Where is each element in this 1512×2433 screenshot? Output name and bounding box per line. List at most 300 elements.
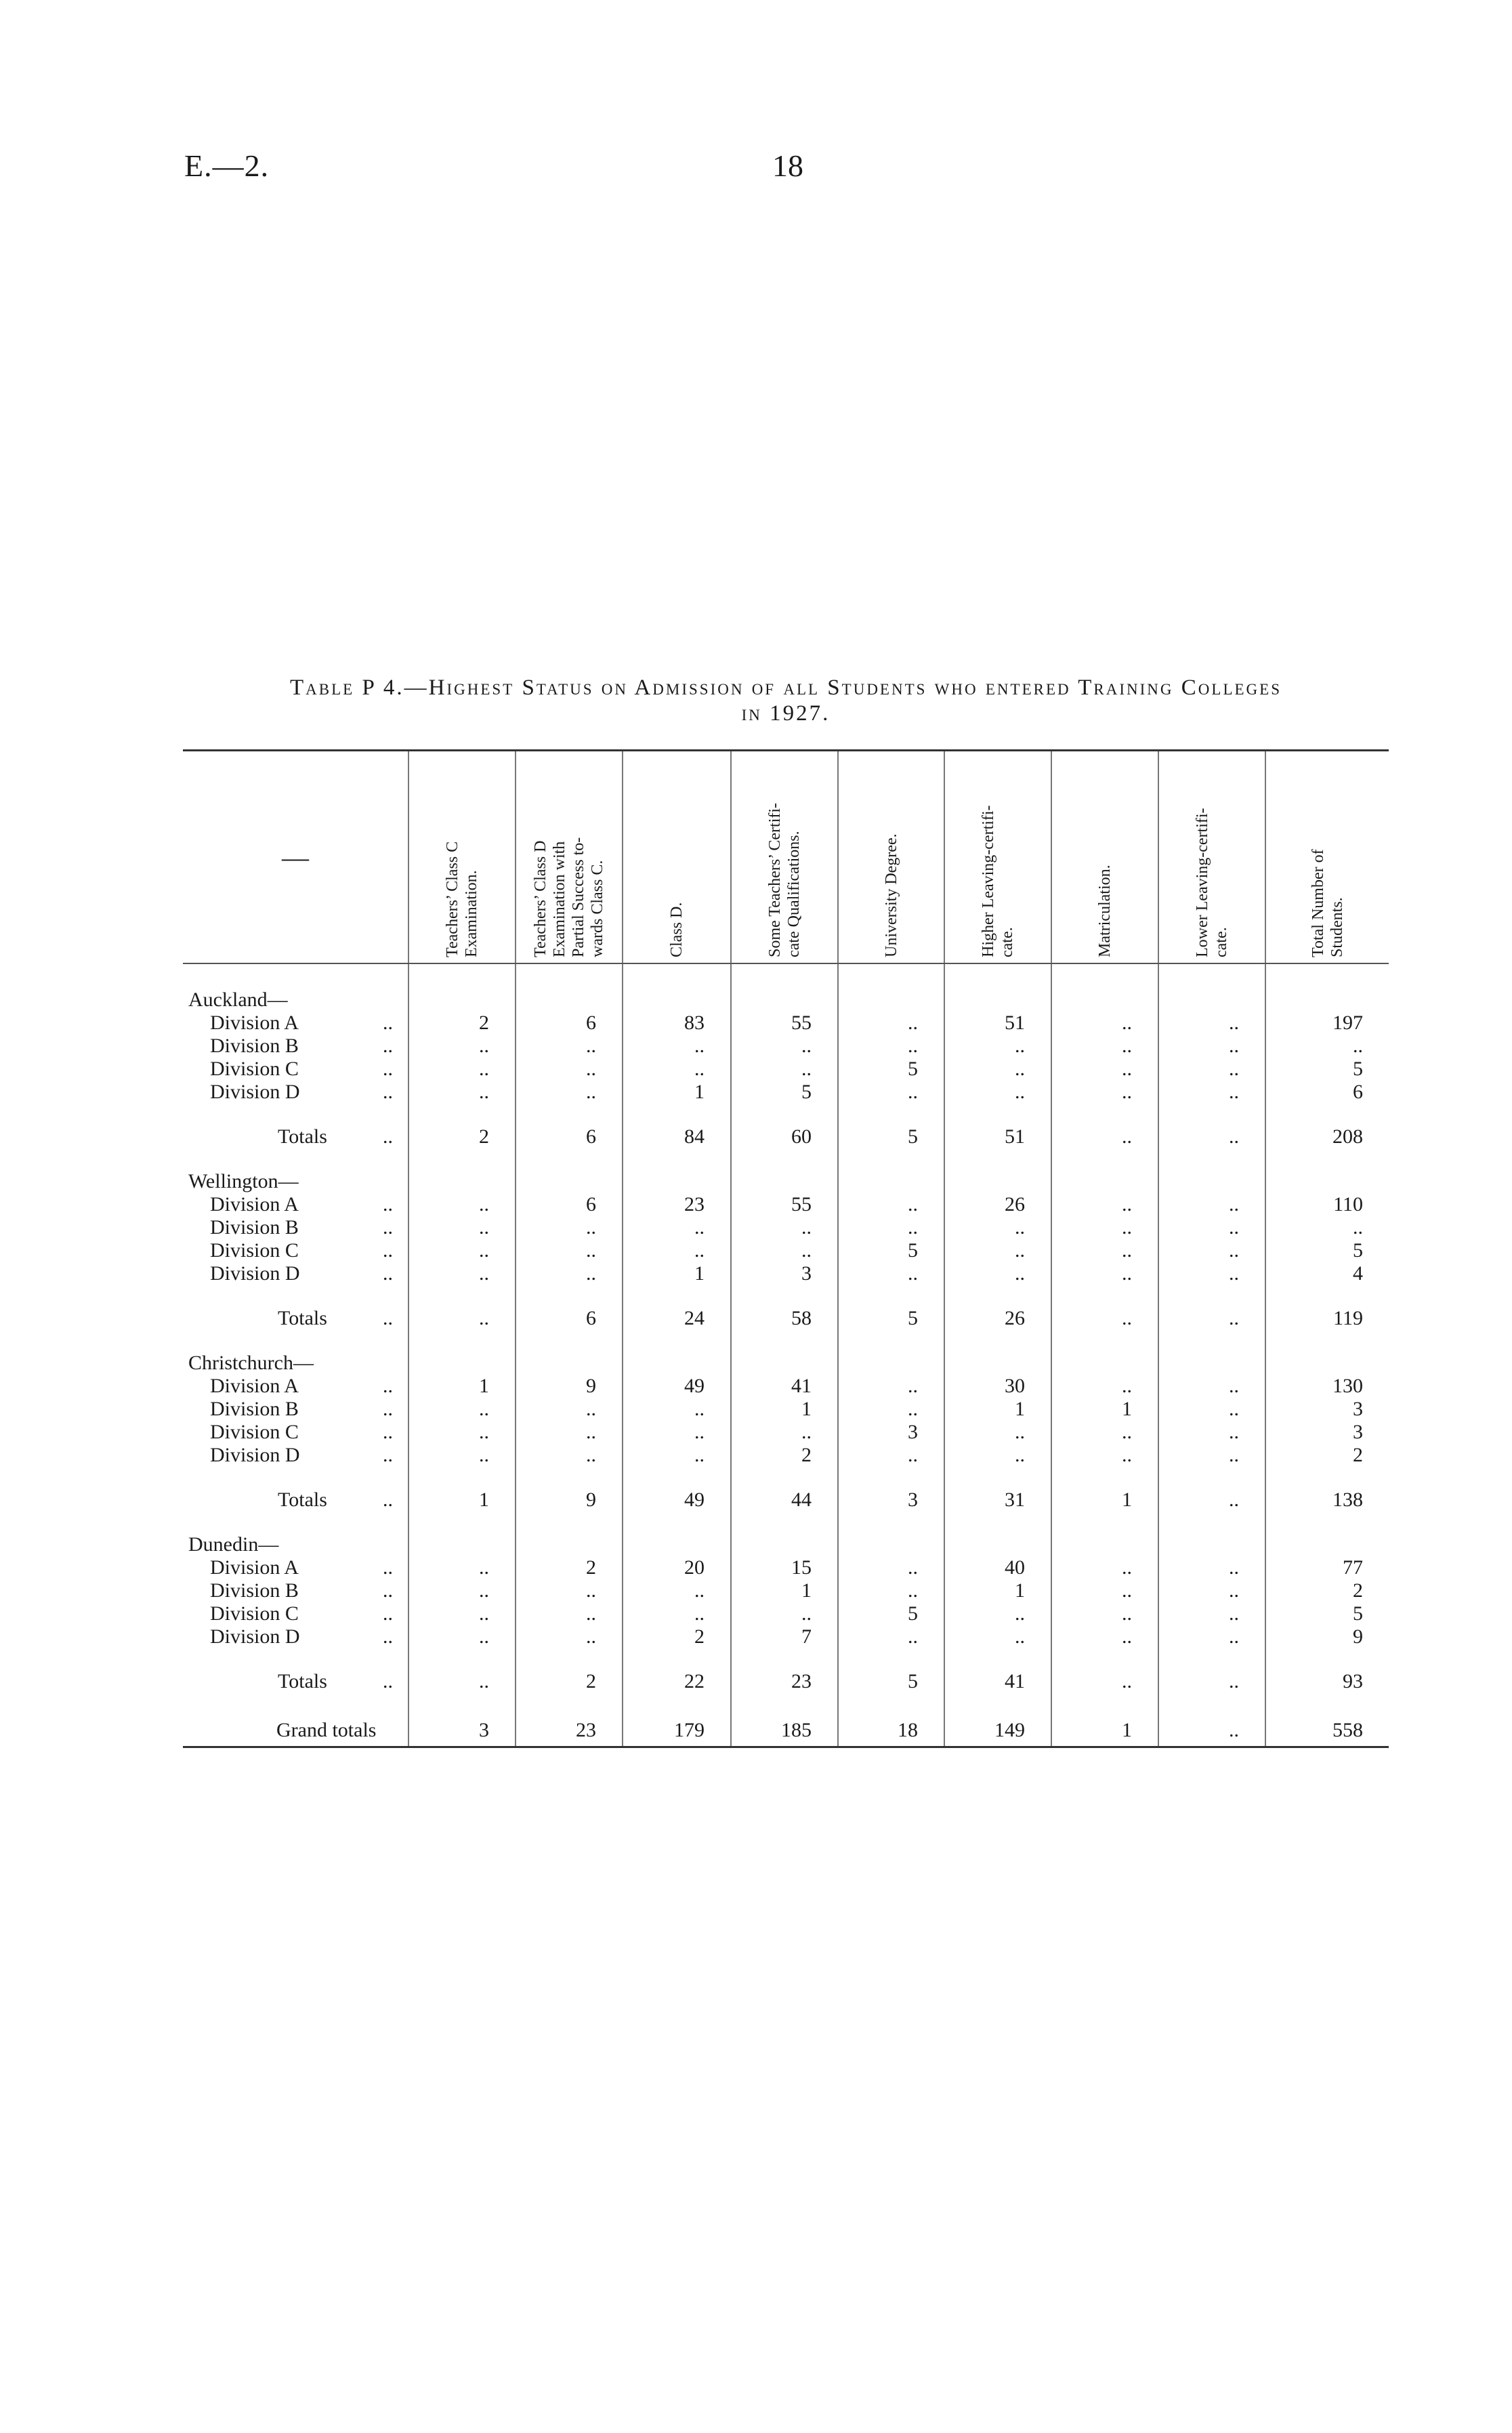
table-cell-empty <box>1051 1512 1158 1533</box>
table-cell: .. <box>1051 1262 1158 1285</box>
leader-dots: .. <box>383 1670 393 1692</box>
column-header: Some Teachers’ Certifi- cate Qualifications. <box>731 751 838 964</box>
table-cell: .. <box>516 1579 623 1602</box>
table-cell: 558 <box>1265 1715 1389 1747</box>
table-cell: 3 <box>731 1262 838 1285</box>
table-cell: 3 <box>408 1715 516 1747</box>
leader-dots: .. <box>383 1421 393 1443</box>
table-cell-empty <box>516 1533 623 1556</box>
table-cell: 58 <box>731 1307 838 1330</box>
row-label-cell <box>183 1421 408 1444</box>
group-header-row <box>183 1533 1389 1556</box>
table-cell: .. <box>1051 1058 1158 1081</box>
table-cell: .. <box>731 1421 838 1444</box>
table-cell-empty <box>1265 1330 1389 1352</box>
table-row <box>183 1625 1389 1648</box>
table-cell: .. <box>838 1625 944 1648</box>
table-cell-empty <box>623 1467 731 1489</box>
leader-dots: .. <box>383 1556 393 1579</box>
table-cell: 9 <box>1265 1625 1389 1648</box>
table-cell-empty <box>1051 1104 1158 1125</box>
table-cell: .. <box>944 1625 1051 1648</box>
leader-dots: .. <box>383 1035 393 1057</box>
spacer-row <box>183 1104 1389 1125</box>
table-row <box>183 1375 1389 1398</box>
table-cell-empty <box>944 1352 1051 1375</box>
table-cell: .. <box>838 1216 944 1239</box>
table-cell: .. <box>838 1398 944 1421</box>
table-cell-empty <box>1051 1148 1158 1170</box>
table-cell-empty <box>1265 1467 1389 1489</box>
table-cell: .. <box>516 1058 623 1081</box>
table-cell-empty <box>731 1104 838 1125</box>
leader-dots: .. <box>383 1307 393 1329</box>
table-cell-empty <box>731 1533 838 1556</box>
table-cell: 179 <box>623 1715 731 1747</box>
table-cell: .. <box>1158 1307 1265 1330</box>
title-line2-word: in <box>741 701 762 726</box>
table-cell-empty <box>1051 1170 1158 1193</box>
table-cell: .. <box>1051 1307 1158 1330</box>
table-row <box>183 1239 1389 1262</box>
column-header: Teachers’ Class C Examination. <box>408 751 516 964</box>
table-cell: 3 <box>838 1489 944 1512</box>
spacer-row <box>183 1467 1389 1489</box>
label-cell-empty <box>183 1330 408 1352</box>
table-cell: .. <box>1265 1035 1389 1058</box>
table-cell: .. <box>623 1216 731 1239</box>
table-cell-empty <box>838 1467 944 1489</box>
table-cell-empty <box>1265 1148 1389 1170</box>
table-row <box>183 1216 1389 1239</box>
table-cell: 119 <box>1265 1307 1389 1330</box>
table-cell: 24 <box>623 1307 731 1330</box>
table-cell: .. <box>1158 1035 1265 1058</box>
table-cell: .. <box>1051 1125 1158 1148</box>
row-label: Division A <box>210 1193 299 1215</box>
table-cell-empty <box>623 1512 731 1533</box>
table-cell-empty <box>1158 1285 1265 1307</box>
row-label-cell <box>183 1625 408 1648</box>
table-cell-empty <box>1265 1693 1389 1715</box>
table-cell: 1 <box>1051 1715 1158 1747</box>
table-cell-empty <box>838 989 944 1012</box>
group-header-row <box>183 1352 1389 1375</box>
table-cell: .. <box>944 1444 1051 1467</box>
table-cell-empty <box>731 1467 838 1489</box>
table-cell: 84 <box>623 1125 731 1148</box>
table-cell: .. <box>1158 1625 1265 1648</box>
table-cell: .. <box>838 1081 944 1104</box>
column-header: Lower Leaving-certifi- cate. <box>1158 751 1265 964</box>
table-cell: 31 <box>944 1489 1051 1512</box>
table-cell-empty <box>623 1285 731 1307</box>
table-cell: .. <box>408 1398 516 1421</box>
row-label-cell <box>183 1081 408 1104</box>
row-label: Division C <box>210 1602 299 1625</box>
table-cell-empty <box>1265 1512 1389 1533</box>
table-cell: .. <box>1158 1715 1265 1747</box>
table-cell: 5 <box>838 1602 944 1625</box>
table-cell-empty <box>731 1648 838 1670</box>
table-cell: 23 <box>623 1193 731 1216</box>
group-header-row <box>183 989 1389 1012</box>
table-row <box>183 1556 1389 1579</box>
table-cell-empty <box>516 1104 623 1125</box>
leader-dots: .. <box>383 1216 393 1239</box>
table-cell-empty <box>408 1285 516 1307</box>
leader-dots: .. <box>383 1125 393 1148</box>
table-cell-empty <box>1158 1512 1265 1533</box>
table-cell: 5 <box>1265 1239 1389 1262</box>
table-cell-empty <box>838 1512 944 1533</box>
table-cell: 5 <box>731 1081 838 1104</box>
title-table-word: Table <box>290 675 355 700</box>
column-header: Total Number of Students. <box>1265 751 1389 964</box>
row-label: Division C <box>210 1058 299 1080</box>
table-cell-empty <box>1051 1693 1158 1715</box>
table-cell: .. <box>1158 1556 1265 1579</box>
table-cell: .. <box>944 1239 1051 1262</box>
table-cell-empty <box>1158 1330 1265 1352</box>
table-cell: 51 <box>944 1012 1051 1035</box>
table-cell: .. <box>516 1081 623 1104</box>
table-cell: 44 <box>731 1489 838 1512</box>
table-cell-empty <box>1158 963 1265 989</box>
table-cell-empty <box>623 1352 731 1375</box>
column-header: Matriculation. <box>1051 751 1158 964</box>
table-cell-empty <box>1158 989 1265 1012</box>
leader-dots: .. <box>383 1398 393 1420</box>
table-cell-empty <box>838 1148 944 1170</box>
table-cell: .. <box>408 1216 516 1239</box>
row-label-cell <box>183 1556 408 1579</box>
table-cell: 22 <box>623 1670 731 1693</box>
table-row <box>183 1193 1389 1216</box>
label-cell-empty <box>183 1648 408 1670</box>
admission-status-table <box>183 749 1389 1748</box>
totals-row <box>183 1125 1389 1148</box>
table-cell: .. <box>1265 1216 1389 1239</box>
table-cell: 2 <box>408 1012 516 1035</box>
table-cell: .. <box>1051 1035 1158 1058</box>
table-cell-empty <box>731 1512 838 1533</box>
table-cell: 15 <box>731 1556 838 1579</box>
table-row <box>183 1579 1389 1602</box>
table-cell-empty <box>408 989 516 1012</box>
table-cell-empty <box>944 1170 1051 1193</box>
table-cell: 1 <box>731 1579 838 1602</box>
row-label: Division D <box>210 1444 300 1466</box>
table-cell-empty <box>516 1648 623 1670</box>
table-cell: .. <box>408 1081 516 1104</box>
table-cell: .. <box>1158 1216 1265 1239</box>
table-cell: .. <box>623 1239 731 1262</box>
table-cell-empty <box>944 1148 1051 1170</box>
table-cell: 5 <box>1265 1058 1389 1081</box>
table-cell: 77 <box>1265 1556 1389 1579</box>
column-header: Class D. <box>623 751 731 964</box>
table-cell-empty <box>731 989 838 1012</box>
totals-label-cell <box>183 1307 408 1330</box>
table-cell: .. <box>408 1058 516 1081</box>
table-cell-empty <box>623 1533 731 1556</box>
table-cell: 41 <box>944 1670 1051 1693</box>
table-cell: .. <box>1158 1081 1265 1104</box>
table-cell: .. <box>408 1625 516 1648</box>
table-cell: .. <box>731 1216 838 1239</box>
table-cell: 93 <box>1265 1670 1389 1693</box>
table-cell-empty <box>408 1330 516 1352</box>
table-cell: 4 <box>1265 1262 1389 1285</box>
leader-dots: .. <box>383 1239 393 1262</box>
table-cell-empty <box>838 1170 944 1193</box>
table-cell: .. <box>1051 1670 1158 1693</box>
table-cell: .. <box>838 1012 944 1035</box>
page-reference: E.—2. <box>184 148 270 183</box>
table-cell-empty <box>1265 1170 1389 1193</box>
table-cell: .. <box>1051 1216 1158 1239</box>
totals-label-cell <box>183 1670 408 1693</box>
table-cell-empty <box>1158 1170 1265 1193</box>
table-cell-empty <box>944 1285 1051 1307</box>
table-cell: 2 <box>731 1444 838 1467</box>
spacer-row <box>183 1148 1389 1170</box>
table-cell: 1 <box>623 1081 731 1104</box>
table-cell: .. <box>838 1035 944 1058</box>
table-cell: .. <box>516 1602 623 1625</box>
leader-dots: .. <box>383 1625 393 1648</box>
title-text: —Highest Status on Admission of all Students who entered Training Colleges <box>404 675 1282 700</box>
table-cell-empty <box>516 1285 623 1307</box>
column-header: Teachers’ Class D Examination with Partial Success to- wards Class C. <box>516 751 623 964</box>
table-cell-empty <box>516 1512 623 1533</box>
table-cell: .. <box>516 1239 623 1262</box>
table-cell-empty <box>408 1693 516 1715</box>
leader-dots: .. <box>383 1602 393 1625</box>
table-cell: .. <box>623 1398 731 1421</box>
table-cell-empty <box>1051 1533 1158 1556</box>
table-cell: .. <box>408 1556 516 1579</box>
table-row <box>183 1035 1389 1058</box>
table-cell-empty <box>1051 963 1158 989</box>
table-cell: .. <box>1158 1489 1265 1512</box>
table-cell-empty <box>623 1104 731 1125</box>
leader-dots: .. <box>383 1262 393 1285</box>
table-cell: .. <box>731 1239 838 1262</box>
leader-dots: .. <box>383 1579 393 1602</box>
row-label: Division B <box>210 1579 299 1602</box>
table-cell: 6 <box>516 1125 623 1148</box>
table-cell: 60 <box>731 1125 838 1148</box>
table-cell: .. <box>1158 1193 1265 1216</box>
table-cell-empty <box>1051 1467 1158 1489</box>
table-cell: .. <box>838 1556 944 1579</box>
table-cell-empty <box>1265 1648 1389 1670</box>
table-cell: 41 <box>731 1375 838 1398</box>
table-cell: 5 <box>838 1670 944 1693</box>
table-cell: 23 <box>731 1670 838 1693</box>
table-cell: .. <box>623 1579 731 1602</box>
table-cell-empty <box>408 1512 516 1533</box>
table-cell: 55 <box>731 1193 838 1216</box>
row-label: Division B <box>210 1398 299 1420</box>
table-cell: .. <box>516 1262 623 1285</box>
table-cell-empty <box>516 1148 623 1170</box>
table-cell: 6 <box>516 1193 623 1216</box>
group-name: Auckland— <box>188 989 288 1011</box>
table-cell: .. <box>623 1421 731 1444</box>
table-cell-empty <box>623 1148 731 1170</box>
label-cell-empty <box>183 1467 408 1489</box>
table-cell: .. <box>1158 1670 1265 1693</box>
table-row <box>183 1602 1389 1625</box>
row-label: Division B <box>210 1216 299 1239</box>
table-cell-empty <box>1051 1330 1158 1352</box>
row-label-cell <box>183 1058 408 1081</box>
table-cell-empty <box>1158 1148 1265 1170</box>
header-row <box>183 751 1389 964</box>
table-cell-empty <box>1265 963 1389 989</box>
table-row <box>183 1012 1389 1035</box>
table-cell: .. <box>1051 1579 1158 1602</box>
table-cell: .. <box>944 1058 1051 1081</box>
table-cell: .. <box>408 1579 516 1602</box>
table-cell: .. <box>408 1262 516 1285</box>
table-cell: 49 <box>623 1489 731 1512</box>
table-cell-empty <box>1158 1352 1265 1375</box>
table-row <box>183 1444 1389 1467</box>
table-cell-empty <box>516 1352 623 1375</box>
table-cell: 2 <box>516 1670 623 1693</box>
table-cell: .. <box>408 1421 516 1444</box>
table-cell: 1 <box>944 1398 1051 1421</box>
table-cell: .. <box>1051 1081 1158 1104</box>
table-cell: .. <box>1158 1398 1265 1421</box>
table-cell-empty <box>1051 1648 1158 1670</box>
table-cell: 1 <box>1051 1398 1158 1421</box>
row-label-cell <box>183 1398 408 1421</box>
table-cell: 83 <box>623 1012 731 1035</box>
table-cell-empty <box>408 1533 516 1556</box>
label-cell-empty <box>183 1285 408 1307</box>
table-cell: .. <box>408 1035 516 1058</box>
row-label-cell <box>183 1375 408 1398</box>
spacer-row <box>183 963 1389 989</box>
table-cell-empty <box>731 1330 838 1352</box>
row-label: Division B <box>210 1035 299 1057</box>
table-cell: 51 <box>944 1125 1051 1148</box>
row-label: Division D <box>210 1262 300 1285</box>
spacer-row <box>183 1693 1389 1715</box>
header-corner: — <box>183 751 408 964</box>
table-cell-empty <box>623 1170 731 1193</box>
table-cell-empty <box>1051 1352 1158 1375</box>
table-cell: .. <box>944 1035 1051 1058</box>
label-cell-empty <box>183 1148 408 1170</box>
row-label: Division A <box>210 1556 299 1579</box>
row-label: Division A <box>210 1012 299 1034</box>
table-cell: 6 <box>516 1012 623 1035</box>
column-header: University Degree. <box>838 751 944 964</box>
table-cell: .. <box>731 1035 838 1058</box>
table-cell: .. <box>838 1193 944 1216</box>
table-cell: 1 <box>1051 1489 1158 1512</box>
table-cell: 5 <box>838 1058 944 1081</box>
table-cell: .. <box>838 1262 944 1285</box>
table-cell: .. <box>838 1375 944 1398</box>
table-cell: .. <box>516 1035 623 1058</box>
table-cell: .. <box>944 1081 1051 1104</box>
table-cell: .. <box>1158 1421 1265 1444</box>
table-cell-empty <box>623 989 731 1012</box>
table-cell: .. <box>944 1262 1051 1285</box>
table-cell-empty <box>1265 1285 1389 1307</box>
table-cell: .. <box>944 1602 1051 1625</box>
table-cell-empty <box>1265 1352 1389 1375</box>
table-cell: 138 <box>1265 1489 1389 1512</box>
table-cell-empty <box>731 963 838 989</box>
table-cell: 5 <box>1265 1602 1389 1625</box>
table-cell-empty <box>838 963 944 989</box>
table-cell: 9 <box>516 1489 623 1512</box>
totals-label: Totals <box>278 1307 327 1329</box>
table-cell-empty <box>516 1693 623 1715</box>
table-cell: .. <box>1158 1375 1265 1398</box>
table-cell: .. <box>1158 1444 1265 1467</box>
group-name: Christchurch— <box>188 1352 314 1374</box>
table-cell: .. <box>516 1216 623 1239</box>
table-row <box>183 1421 1389 1444</box>
table-cell-empty <box>731 1148 838 1170</box>
row-label-cell <box>183 1239 408 1262</box>
table-cell: 49 <box>623 1375 731 1398</box>
table-cell: 130 <box>1265 1375 1389 1398</box>
table-cell-empty <box>944 1104 1051 1125</box>
row-label-cell <box>183 1216 408 1239</box>
row-label-cell <box>183 1193 408 1216</box>
table-cell-empty <box>838 1693 944 1715</box>
table-cell: 6 <box>1265 1081 1389 1104</box>
table-cell: 9 <box>516 1375 623 1398</box>
table-cell-empty <box>1158 1533 1265 1556</box>
table-cell: .. <box>1158 1602 1265 1625</box>
leader-dots: .. <box>383 1444 393 1466</box>
table-cell-empty <box>408 1648 516 1670</box>
table-cell-empty <box>408 1352 516 1375</box>
table-cell: .. <box>1158 1012 1265 1035</box>
table-cell-empty <box>516 1170 623 1193</box>
table-cell-empty <box>1265 1104 1389 1125</box>
group-header-row <box>183 1170 1389 1193</box>
row-label-cell <box>183 1262 408 1285</box>
table-cell-empty <box>838 1648 944 1670</box>
table-cell-empty <box>623 1330 731 1352</box>
spacer-row <box>183 1330 1389 1352</box>
spacer-row <box>183 1648 1389 1670</box>
totals-label: Totals <box>278 1489 327 1511</box>
table-cell: .. <box>1051 1239 1158 1262</box>
table-cell: .. <box>1051 1193 1158 1216</box>
table-cell-empty <box>944 1693 1051 1715</box>
table-cell-empty <box>1051 1285 1158 1307</box>
table-cell: 3 <box>1265 1398 1389 1421</box>
table-cell: .. <box>1158 1058 1265 1081</box>
table-cell-empty <box>838 1285 944 1307</box>
table-cell-empty <box>408 963 516 989</box>
table-cell: .. <box>408 1239 516 1262</box>
table-cell: .. <box>623 1602 731 1625</box>
